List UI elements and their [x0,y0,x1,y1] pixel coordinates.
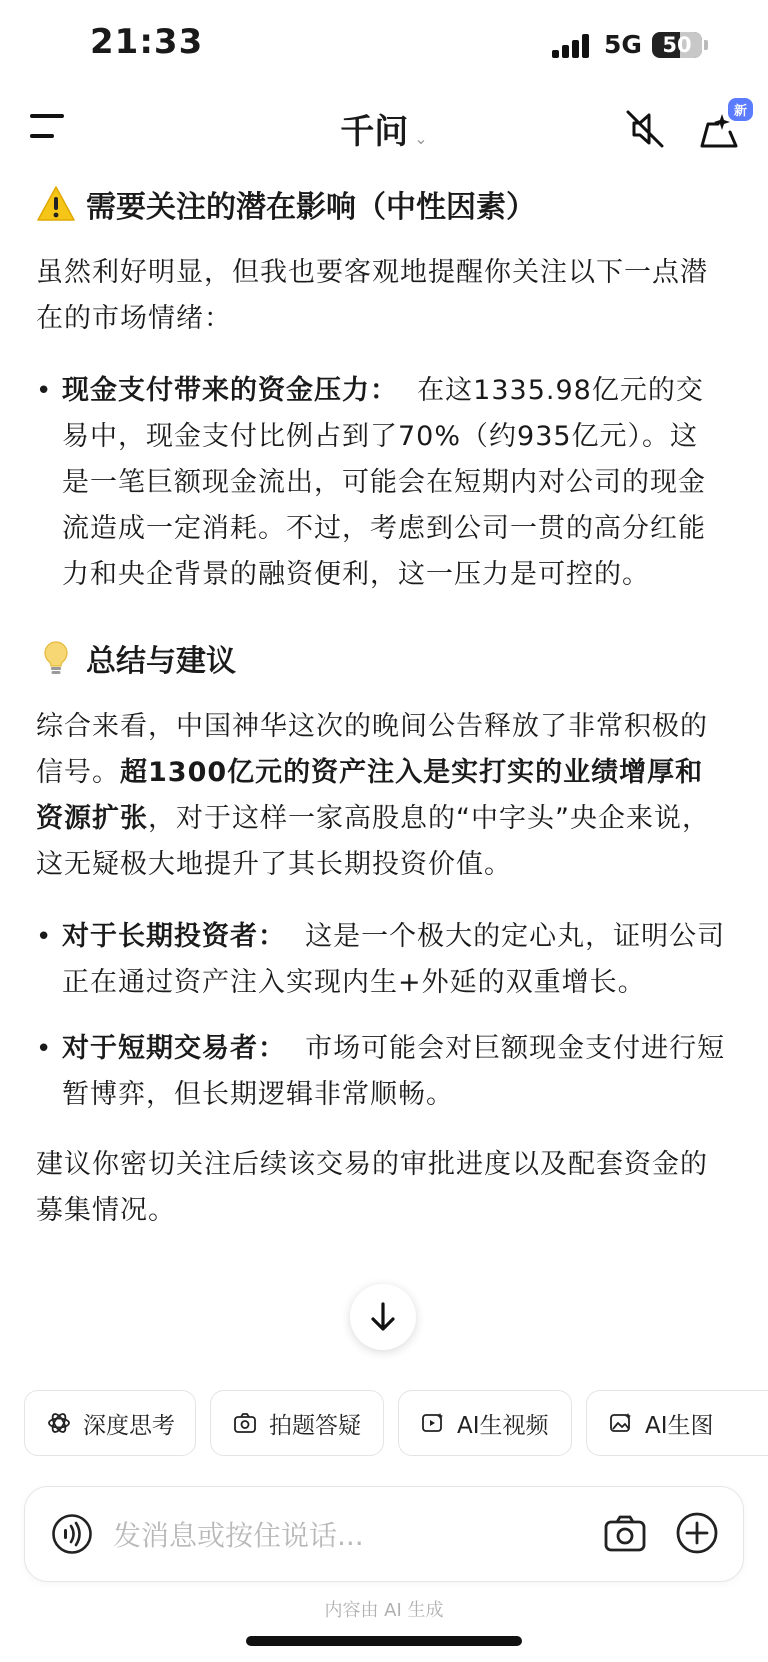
plus-icon[interactable] [675,1511,719,1555]
camera-question-icon [233,1411,257,1435]
closing-paragraph: 建议你密切关注后续该交易的审批进度以及配套资金的募集情况。 [36,1149,708,1226]
home-indicator[interactable] [246,1636,522,1646]
chevron-down-icon: ⌄ [414,129,428,148]
chip-photo-question[interactable]: 拍题答疑 [210,1390,384,1456]
battery-cap [704,40,708,50]
status-bar [0,0,768,90]
scroll-down-button[interactable] [350,1284,416,1350]
camera-icon[interactable] [603,1511,647,1555]
chip-ai-image[interactable]: AI生图 [586,1390,768,1456]
battery-icon [652,32,702,58]
list-item: • 对于长期投资者： 这是一个极大的定心丸，证明公司正在通过资产注入实现内生+外延的双重增长。 [36,914,726,1006]
app-header [0,90,768,170]
warning-icon [36,184,76,224]
mute-icon[interactable] [622,106,668,152]
arrow-down-icon [350,1284,416,1350]
battery-level: 50 [662,33,692,57]
section-heading-summary: 总结与建议 [36,632,726,684]
list-item: • 现金支付带来的资金压力： 在这1335.98亿元的交易中，现金支付比例占到了70%（约935亿元）。这是一笔巨额现金流出，可能会在短期内对公司的现金流造成一定消耗。不过，考虑到公司一贯的高分红能力和央企背景的融资便利，这一压力是可控的。 [36,368,726,598]
summary-paragraph: 综合来看，中国神华这次的晚间公告释放了非常积极的信号。超1300亿元的资产注入是实打实的业绩增厚和资源扩张，对于这样一家高股息的“中字头”央企来说，这无疑极大地提升了其长期投资价值。 [36,711,710,880]
quick-actions [24,1390,768,1460]
signal-icon [552,34,592,58]
video-icon [421,1411,445,1435]
section-heading-impact: 需要关注的潜在影响（中性因素） [36,178,726,230]
message-composer [24,1486,744,1582]
impact-intro: 虽然利好明显，但我也要客观地提醒你关注以下一点潜在的市场情绪： [36,257,708,334]
chat-response [36,178,726,1234]
chip-ai-video[interactable]: AI生视频 [398,1390,572,1456]
voice-icon[interactable] [51,1513,93,1555]
summary-bullets [36,914,726,1118]
image-icon [609,1411,633,1435]
ai-disclaimer: 内容由 AI 生成 [324,1600,444,1621]
new-badge: 新 [728,98,753,121]
list-item: • 对于短期交易者： 市场可能会对巨额现金支付进行短暂博弈，但长期逻辑非常顺畅。 [36,1026,726,1118]
message-input[interactable] [111,1509,535,1561]
status-time: 21:33 [90,22,204,62]
app-title: 千问 [340,112,409,152]
network-type: 5G [604,30,642,59]
chip-deep-think[interactable]: 深度思考 [24,1390,196,1456]
lightbulb-icon [36,638,76,678]
impact-bullets [36,368,726,598]
deep-think-icon [47,1411,71,1435]
